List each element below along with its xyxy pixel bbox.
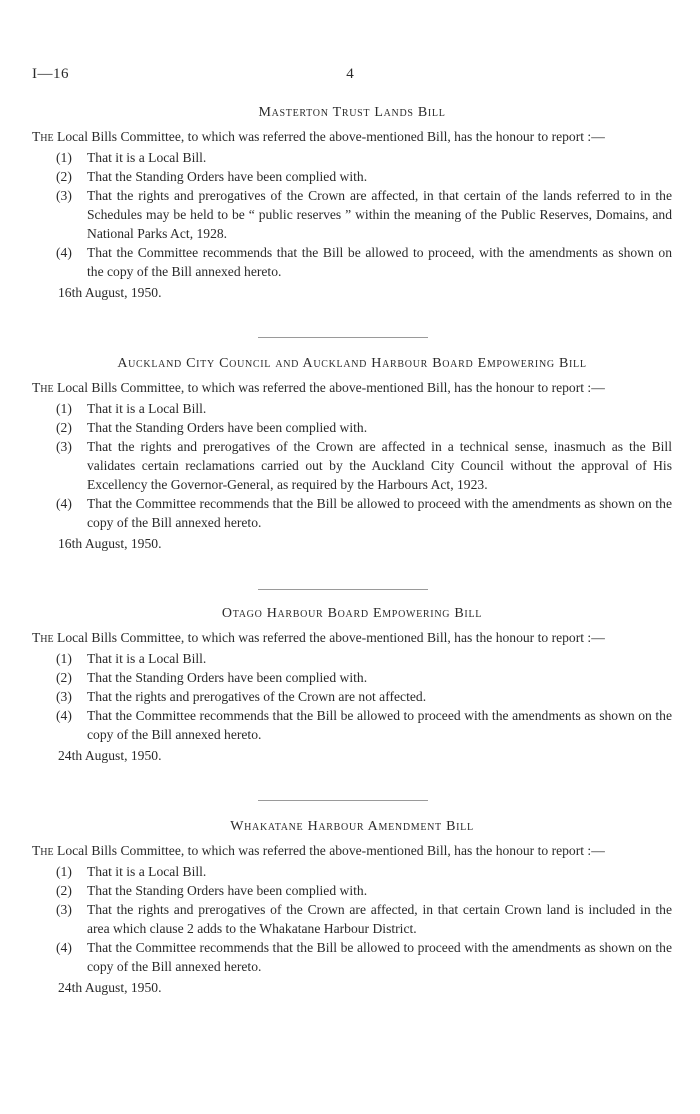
- intro-lead: The: [32, 630, 54, 645]
- report-item: [32, 418, 672, 437]
- section-title: Whakatane Harbour Amendment Bill: [230, 819, 474, 834]
- report-item: [32, 881, 672, 900]
- report-date: 16th August, 1950.: [58, 285, 162, 300]
- intro-text: Local Bills Committee, to which was referred the above-mentioned Bill, has the honour to report :—: [53, 843, 605, 858]
- item-text: That it is a Local Bill.: [87, 651, 207, 666]
- item-text: That the rights and prerogatives of the Crown are affected, in that certain of the lands referred to in the Schedules may be held to be “ public reserves ” within the meaning of the Public Reserves, Domains, and National Parks Act, 1928.: [87, 188, 672, 241]
- page-number: 4: [346, 66, 354, 82]
- section-divider: [258, 589, 428, 590]
- item-number: (2): [56, 169, 72, 184]
- item-text: That the Standing Orders have been complied with.: [87, 670, 368, 685]
- item-number: (4): [56, 708, 72, 723]
- page-header: [32, 66, 668, 86]
- item-number: (1): [56, 864, 72, 879]
- item-text: That the Committee recommends that the Bill be allowed to proceed with the amendments as shown on the copy of the Bill annexed hereto.: [87, 940, 672, 974]
- report-item: [32, 494, 672, 532]
- item-number: (1): [56, 651, 72, 666]
- report-items: [32, 862, 672, 976]
- item-number: (2): [56, 883, 72, 898]
- intro-text: Local Bills Committee, to which was referred the above-mentioned Bill, has the honour to report :—: [53, 630, 605, 645]
- report-item: [32, 399, 672, 418]
- item-number: (4): [56, 496, 72, 511]
- item-text: That it is a Local Bill.: [87, 864, 207, 879]
- item-text: That the Standing Orders have been complied with.: [87, 420, 368, 435]
- section-title: Otago Harbour Board Empowering Bill: [221, 606, 483, 621]
- item-number: (1): [56, 150, 72, 165]
- section-intro: [32, 378, 672, 397]
- item-number: (1): [56, 401, 72, 416]
- item-number: (4): [56, 940, 72, 955]
- intro-lead: The: [32, 129, 54, 144]
- report-items: [32, 148, 672, 281]
- item-text: That the rights and prerogatives of the Crown are affected in a technical sense, inasmuch as the Bill validates certain reclamations carried out by the Auckland City Council without the approval of His Excellency the Governor-General, as required by the Harbours Act, 1923.: [87, 439, 672, 492]
- report-item: [32, 668, 672, 687]
- item-text: That it is a Local Bill.: [87, 401, 207, 416]
- section-title: Masterton Trust Lands Bill: [258, 105, 446, 120]
- report-item: [32, 148, 672, 167]
- intro-lead: The: [32, 843, 54, 858]
- report-item: [32, 437, 672, 494]
- item-text: That the Standing Orders have been complied with.: [87, 883, 368, 898]
- item-number: (3): [56, 689, 72, 704]
- section-intro: [32, 628, 672, 647]
- intro-text: Local Bills Committee, to which was referred the above-mentioned Bill, has the honour to report :—: [53, 129, 605, 144]
- report-items: [32, 649, 672, 744]
- report-item: [32, 900, 672, 938]
- item-number: (2): [56, 670, 72, 685]
- intro-lead: The: [32, 380, 54, 395]
- item-number: (3): [56, 902, 72, 917]
- item-text: That the rights and prerogatives of the Crown are affected, in that certain Crown land is included in the area which clause 2 adds to the Whakatane Harbour District.: [87, 902, 672, 936]
- item-text: That the Standing Orders have been complied with.: [87, 169, 368, 184]
- report-section-whakatane: [32, 818, 672, 997]
- section-intro: [32, 841, 672, 860]
- item-number: (3): [56, 188, 72, 203]
- report-items: [32, 399, 672, 532]
- page-reference: I—16: [32, 66, 69, 82]
- item-number: (2): [56, 420, 72, 435]
- report-date: 24th August, 1950.: [58, 980, 162, 995]
- item-number: (3): [56, 439, 72, 454]
- report-date: 24th August, 1950.: [58, 748, 162, 763]
- item-text: That the rights and prerogatives of the Crown are not affected.: [87, 689, 427, 704]
- item-text: That the Committee recommends that the Bill be allowed to proceed, with the amendments as shown on the copy of the Bill annexed hereto.: [87, 245, 672, 279]
- report-item: [32, 649, 672, 668]
- report-item: [32, 862, 672, 881]
- report-item: [32, 243, 672, 281]
- report-item: [32, 706, 672, 744]
- intro-text: Local Bills Committee, to which was referred the above-mentioned Bill, has the honour to report :—: [53, 380, 605, 395]
- section-title: Auckland City Council and Auckland Harbour Board Empowering Bill: [117, 356, 587, 371]
- report-section-otago: [32, 605, 672, 765]
- section-divider: [258, 337, 428, 338]
- report-item: [32, 938, 672, 976]
- report-item: [32, 167, 672, 186]
- section-divider: [258, 800, 428, 801]
- report-date: 16th August, 1950.: [58, 536, 162, 551]
- report-item: [32, 687, 672, 706]
- section-intro: [32, 127, 672, 146]
- item-number: (4): [56, 245, 72, 260]
- report-item: [32, 186, 672, 243]
- item-text: That it is a Local Bill.: [87, 150, 207, 165]
- report-section-auckland: [32, 355, 672, 553]
- report-section-masterton: [32, 104, 672, 302]
- item-text: That the Committee recommends that the Bill be allowed to proceed with the amendments as shown on the copy of the Bill annexed hereto.: [87, 708, 672, 742]
- item-text: That the Committee recommends that the Bill be allowed to proceed with the amendments as shown on the copy of the Bill annexed hereto.: [87, 496, 672, 530]
